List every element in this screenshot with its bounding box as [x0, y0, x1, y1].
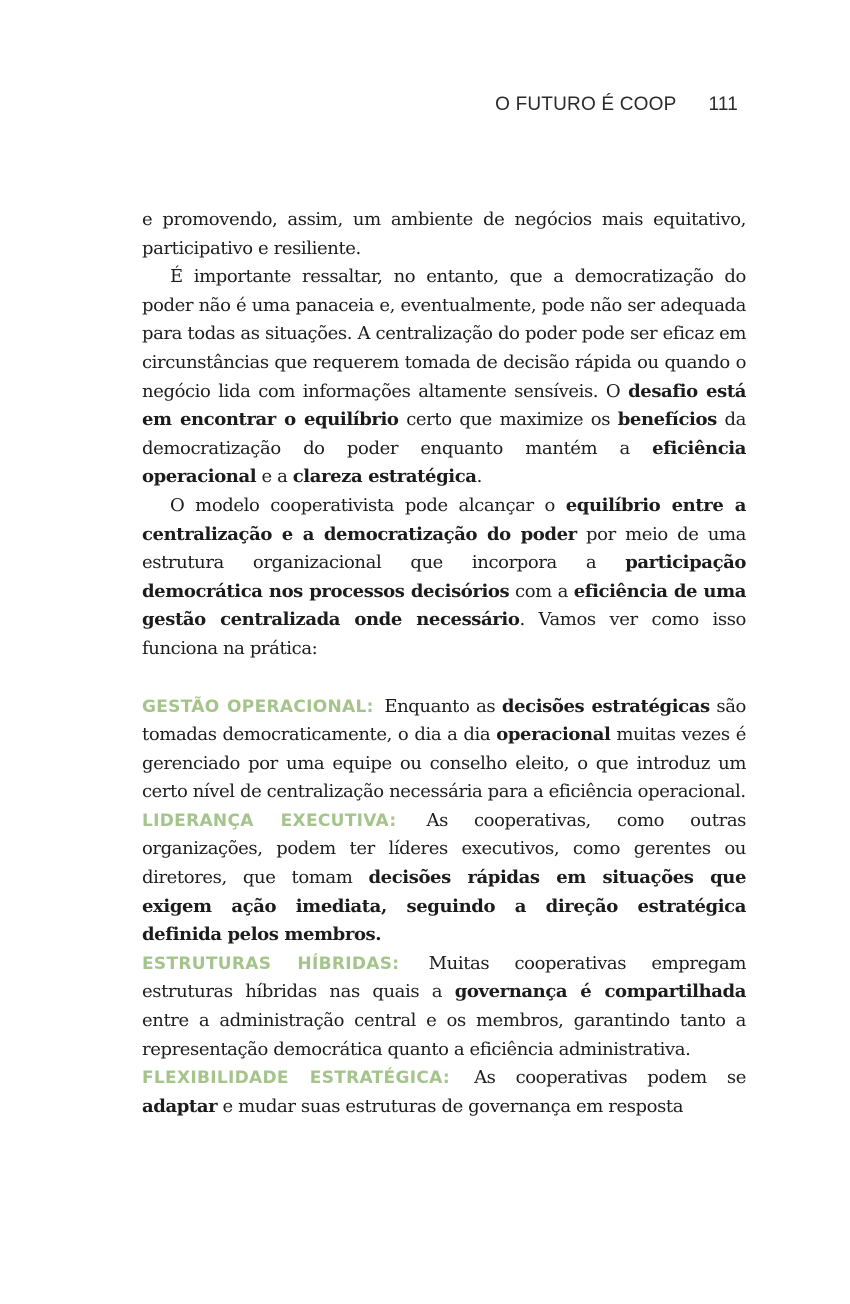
page-body [142, 206, 746, 1121]
text-run: entre a administração central e os membros, garantindo tanto a representação democrática quanto a eficiência administrativa. [142, 1010, 746, 1060]
text-run: O modelo cooperativista pode alcançar o [170, 494, 566, 516]
text-run: com a [509, 580, 574, 602]
text-run: da democratização do poder enquanto mantém a [142, 409, 746, 459]
bold-text-run: eficiência operacional [142, 437, 746, 488]
text-run: Muitas cooperativas empregam estruturas híbridas nas quais a [142, 952, 746, 1003]
bold-text-run: operacional [496, 724, 611, 746]
text-run: Enquanto as [377, 695, 502, 717]
text-run: muitas vezes é gerenciado por uma equipe ou conselho eleito, o que introduz um certo nível de centralização necessária para a eficiência operacional. [142, 724, 746, 803]
text-run: e mudar suas estruturas de governança em resposta [217, 1095, 684, 1117]
text-run: . [476, 466, 482, 488]
topic-label: ESTRUTURAS HÍBRIDAS: [142, 953, 400, 974]
bold-text-run: desafio está em encontrar o equilíbrio [142, 380, 747, 431]
text-run: As cooperativas podem se [454, 1067, 746, 1089]
body-paragraph [142, 206, 746, 263]
topic-label: GESTÃO OPERACIONAL: [142, 696, 374, 717]
text-run: . Vamos ver como isso funciona na prática: [142, 609, 746, 659]
bold-text-run: governança é compartilhada [454, 981, 747, 1003]
topic-item [142, 1064, 746, 1121]
bold-text-run: benefícios [617, 409, 717, 431]
book-title: O FUTURO É COOP [495, 94, 677, 115]
running-header [495, 94, 738, 116]
text-run: As cooperativas, como outras organizações, podem ter líderes executivos, como gerentes ou diretores, que tomam [142, 809, 746, 889]
topic-item [142, 693, 746, 807]
text-run: são tomadas democraticamente, o dia a dia [142, 695, 746, 746]
text-run: e a [256, 466, 293, 488]
body-paragraph [142, 492, 746, 664]
text-run: É importante ressaltar, no entanto, que a democratização do poder não é uma panaceia e, eventualmente, pode não ser adequada para todas as situações. A centralização do poder pode ser eficaz em circunstâncias que requerem tomada de decisão rápida ou quando o negócio lida com informações altamente sensíveis. O [142, 266, 746, 402]
bold-text-run: clareza estratégica [292, 466, 477, 488]
bold-text-run: decisões rápidas em situações que exigem ação imediata, seguindo a direção estratégica definida pelos membros. [142, 867, 746, 946]
bold-text-run: eficiência de uma gestão centralizada onde necessário [142, 580, 746, 631]
topic-label: LIDERANÇA EXECUTIVA: [142, 810, 397, 831]
body-paragraph [142, 263, 746, 492]
paragraph-group [142, 206, 746, 664]
topic-item [142, 950, 746, 1064]
topic-label: FLEXIBILIDADE ESTRATÉGICA: [142, 1068, 450, 1089]
bold-text-run: adaptar [142, 1095, 218, 1117]
topic-item [142, 807, 746, 950]
bold-text-run: participação democrática nos processos decisórios [142, 552, 746, 602]
bold-text-run: decisões estratégicas [501, 695, 710, 717]
text-run: certo que maximize os [398, 409, 618, 431]
page-number: 111 [708, 94, 738, 115]
text-run: por meio de uma estrutura organizacional que incorpora a [142, 523, 747, 574]
text-run: e promovendo, assim, um ambiente de negócios mais equitativo, participativo e resiliente. [142, 209, 746, 259]
bold-text-run: equilíbrio entre a centralização e a democratização do poder [142, 494, 746, 545]
topic-list [142, 693, 746, 1122]
